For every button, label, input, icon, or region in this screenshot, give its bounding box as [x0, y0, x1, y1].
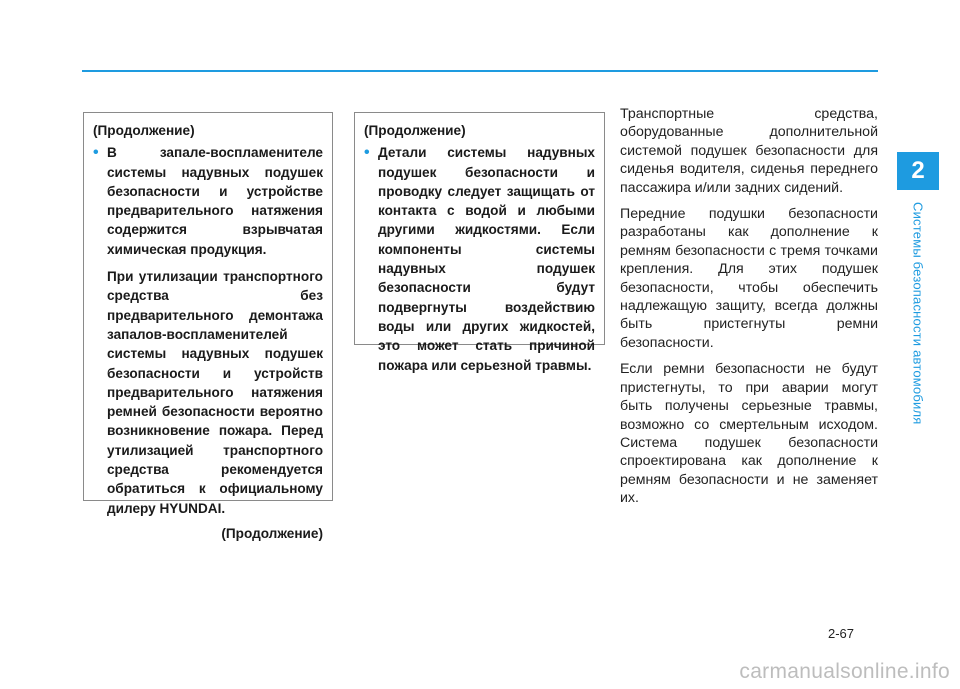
bullet-dot-icon: • — [364, 144, 370, 162]
body-text-column — [620, 105, 878, 516]
body-paragraph: Передние подушки безопасности разработаны как дополнение к ремням безопасности с тремя точками крепления. Для этих подушек безопасности, чтобы обеспечить надлежащую защиту, всегда должны быть пристегнуты ремни безопасности. — [620, 206, 878, 351]
chapter-number: 2 — [911, 157, 925, 184]
body-paragraph: Транспортные средства, оборудованные дополнительной системой подушек безопасности для сиденья водителя, сиденья переднего пассажира и/или задних сидений. — [620, 106, 878, 196]
header-rule — [82, 70, 878, 72]
bullet-text: В запале-воспламенителе системы надувных подушек безопасности и устройстве предварительного натяжения содержится взрывчатая химическая продукция. — [107, 145, 323, 257]
chapter-tab[interactable] — [897, 152, 939, 190]
bullet-item — [93, 143, 323, 259]
continued-label: (Продолжение) — [221, 525, 323, 541]
page-number: 2-67 — [828, 626, 855, 641]
box-heading: (Продолжение) — [364, 123, 466, 138]
box-heading: (Продолжение) — [93, 123, 195, 138]
warning-box-right — [354, 112, 605, 373]
body-paragraph: Если ремни безопасности не будут пристегнуты, то при аварии могут быть получены серьезные травмы, возможно со смертельным исходом. Система подушек безопасности спроектирована как дополнение к ремням безопасности и не заменяет их. — [620, 361, 878, 507]
bullet-item — [364, 143, 595, 375]
bullet-text: Детали системы надувных подушек безопасности и проводку следует защищать от контакта с водой и любыми другими жидкостями. Если компоненты системы надувных подушек безопасности будут подвергнуты воздействию воды или других жидкостей, это может стать причиной пожара или серьезной травмы. — [378, 145, 595, 373]
warning-box-left — [83, 112, 333, 541]
watermark-text: carmanualsonline.info — [739, 660, 950, 683]
chapter-title: Системы безопасности автомобиля — [910, 201, 926, 425]
box-paragraph: При утилизации транспортного средства без предварительного демонтажа запалов-воспламенителей системы надувных подушек безопасности и устройств предварительного натяжения ремней безопасности вероятно возникновение пожара. Перед утилизацией транспортного средства рекомендуется обратиться к официальному дилеру HYUNDAI. — [107, 269, 323, 516]
chapter-title-vertical — [905, 198, 931, 428]
bullet-dot-icon: • — [93, 144, 99, 162]
